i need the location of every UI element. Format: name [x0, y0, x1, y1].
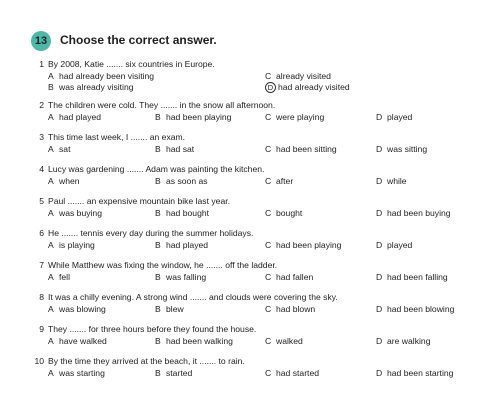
option-d[interactable]: D had been blowing: [376, 304, 455, 314]
option-b[interactable]: B had bought: [155, 208, 210, 218]
question-number: 8: [39, 292, 44, 302]
option-c[interactable]: C walked: [265, 336, 303, 346]
question-number: 2: [39, 100, 44, 110]
option-b[interactable]: B had been playing: [155, 112, 232, 122]
question-3: [0, 132, 500, 164]
option-a[interactable]: A sat: [48, 144, 71, 154]
question-10: [0, 356, 500, 388]
option-d-selected[interactable]: D had already visited: [265, 82, 350, 93]
option-c[interactable]: C after: [265, 176, 294, 186]
selected-answer-circle: D: [265, 82, 276, 93]
question-stem: Lucy was gardening ....... Adam was painting the kitchen.: [48, 164, 265, 174]
question-stem: This time last week, I ....... an exam.: [48, 132, 186, 142]
option-d[interactable]: D had been buying: [376, 208, 451, 218]
option-b[interactable]: B had sat: [155, 144, 195, 154]
option-c[interactable]: C bought: [265, 208, 303, 218]
question-8: [0, 292, 500, 324]
question-4: [0, 164, 500, 196]
question-stem: By 2008, Katie ....... six countries in Europe.: [48, 59, 215, 69]
option-d[interactable]: D played: [376, 240, 413, 250]
question-number: 3: [39, 132, 44, 142]
option-b[interactable]: B as soon as: [155, 176, 208, 186]
option-c[interactable]: C had started: [265, 368, 319, 378]
question-stem: While Matthew was fixing the window, he ....... off the ladder.: [48, 260, 278, 270]
question-number: 9: [39, 324, 44, 334]
option-a[interactable]: A was buying: [48, 208, 102, 218]
question-6: [0, 228, 500, 260]
question-stem: By the time they arrived at the beach, it ....... to rain.: [48, 356, 245, 366]
question-number: 4: [39, 164, 44, 174]
option-c[interactable]: C had fallen: [265, 272, 314, 282]
option-b[interactable]: B blew: [155, 304, 184, 314]
option-b[interactable]: B had played: [155, 240, 209, 250]
question-stem: Paul ....... an expensive mountain bike last year.: [48, 196, 231, 206]
option-d[interactable]: D are walking: [376, 336, 431, 346]
option-d[interactable]: D played: [376, 112, 413, 122]
option-a[interactable]: A was blowing: [48, 304, 106, 314]
question-number: 1: [39, 59, 44, 69]
option-a[interactable]: A had already been visiting: [48, 71, 155, 81]
option-a[interactable]: A have walked: [48, 336, 107, 346]
option-b[interactable]: B started: [155, 368, 193, 378]
exercise-instruction: Choose the correct answer.: [60, 33, 217, 47]
question-list: [0, 59, 500, 388]
option-b[interactable]: B had been walking: [155, 336, 233, 346]
option-d[interactable]: D while: [376, 176, 407, 186]
option-c[interactable]: C were playing: [265, 112, 325, 122]
option-a[interactable]: A had played: [48, 112, 102, 122]
question-9: [0, 324, 500, 356]
question-stem: They ....... for three hours before they found the house.: [48, 324, 257, 334]
option-a[interactable]: A is playing: [48, 240, 95, 250]
question-number: 5: [39, 196, 44, 206]
exercise-number-badge: 13: [31, 31, 51, 51]
option-d[interactable]: D had been falling: [376, 272, 448, 282]
option-c[interactable]: C had been sitting: [265, 144, 337, 154]
option-b[interactable]: B was falling: [155, 272, 207, 282]
option-c[interactable]: C already visited: [265, 71, 331, 81]
option-d[interactable]: D was sitting: [376, 144, 428, 154]
question-stem: The children were cold. They ....... in the snow all afternoon.: [48, 100, 276, 110]
option-a[interactable]: A was starting: [48, 368, 105, 378]
question-7: [0, 260, 500, 292]
question-2: [0, 100, 500, 132]
question-number: 6: [39, 228, 44, 238]
question-stem: It was a chilly evening. A strong wind ....... and clouds were covering the sky.: [48, 292, 338, 302]
question-number: 7: [39, 260, 44, 270]
option-a[interactable]: A fell: [48, 272, 70, 282]
option-c[interactable]: C had been playing: [265, 240, 342, 250]
option-c[interactable]: C had blown: [265, 304, 316, 314]
option-d[interactable]: D had been starting: [376, 368, 454, 378]
question-5: [0, 196, 500, 228]
question-number: 10: [34, 356, 44, 366]
option-b[interactable]: B was already visiting: [48, 82, 134, 92]
question-1: [0, 59, 500, 100]
option-a[interactable]: A when: [48, 176, 80, 186]
question-stem: He ....... tennis every day during the summer holidays.: [48, 228, 254, 238]
